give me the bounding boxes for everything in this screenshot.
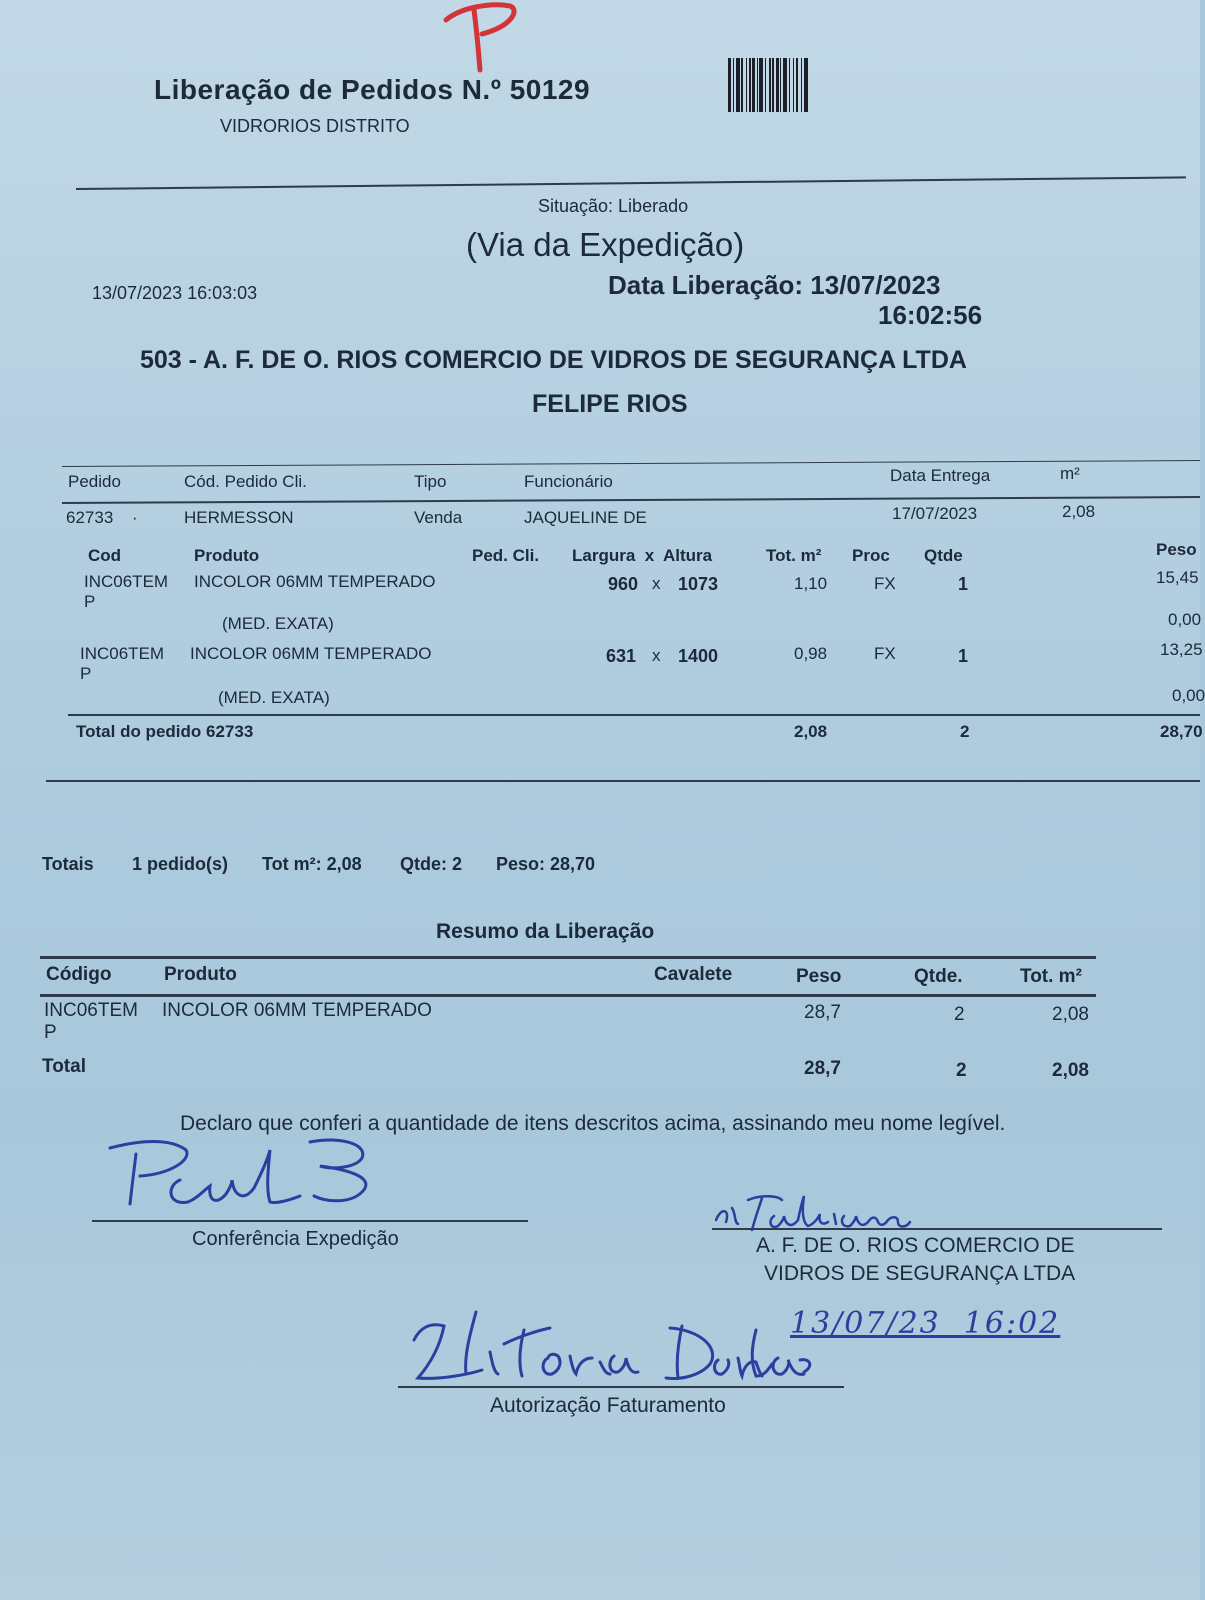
signature-line-conferencia: [92, 1220, 528, 1222]
status-text: Situação: Liberado: [538, 196, 689, 216]
summary-total-tot-m2: 2,08: [1052, 1060, 1089, 1081]
order-header-bottom-line: [62, 496, 1200, 504]
item-obs: (MED. EXATA): [222, 614, 334, 633]
col-data-entrega: Data Entrega: [890, 466, 991, 485]
summary-row-tot-m2: 2,08: [1052, 1004, 1089, 1025]
via-title: (Via da Expedição): [466, 226, 745, 263]
items-col-dims: Largura x Altura: [572, 546, 713, 565]
item-produto: INCOLOR 06MM TEMPERADO: [194, 572, 436, 591]
item-cod-line2: P: [80, 664, 92, 683]
handwritten-date: 13/07/23 16:02: [790, 1306, 1061, 1341]
item-tot-m2: 1,10: [794, 574, 828, 593]
totals-pedidos: 1 pedido(s): [132, 854, 229, 874]
summary-row-peso: 28,7: [804, 1002, 841, 1023]
col-m2: m²: [1060, 464, 1080, 483]
summary-total-label: Total: [42, 1056, 86, 1077]
item-cod-line1: INC06TEM: [80, 644, 165, 663]
items-col-qtde: Qtde: [924, 546, 963, 565]
items-col-ped-cli: Ped. Cli.: [472, 546, 540, 565]
label-autorizacao: Autorização Faturamento: [490, 1394, 726, 1417]
item-qtde: 1: [958, 646, 969, 666]
label-company-line2: VIDROS DE SEGURANÇA LTDA: [764, 1262, 1076, 1285]
item-qtde: 1: [958, 574, 969, 594]
print-datetime: 13/07/2023 16:03:03: [92, 283, 258, 303]
company-name: VIDRORIOS DISTRITO: [220, 116, 410, 136]
summary-top-line: [40, 956, 1096, 959]
signature-line-autorizacao: [398, 1386, 844, 1388]
item-peso-obs: 0,00: [1168, 610, 1202, 629]
order-total-m2: 2,08: [794, 722, 828, 741]
items-col-proc: Proc: [852, 546, 890, 565]
summary-col-peso: Peso: [796, 966, 842, 987]
signature-conferencia: [100, 1130, 400, 1220]
order-dot: ·: [132, 508, 138, 527]
order-total-line: [68, 714, 1200, 716]
item-largura: 631: [606, 646, 637, 666]
section-divider: [46, 780, 1200, 782]
item-produto: INCOLOR 06MM TEMPERADO: [190, 644, 432, 663]
order-tipo: Venda: [414, 508, 463, 527]
label-company-line1: A. F. DE O. RIOS COMERCIO DE: [756, 1234, 1075, 1257]
handwritten-p-mark: [440, 0, 530, 75]
items-col-cod: Cod: [88, 546, 122, 565]
summary-title: Resumo da Liberação: [436, 920, 655, 943]
item-largura: 960: [608, 574, 639, 594]
items-col-produto: Produto: [194, 546, 260, 565]
signature-line-company: [712, 1228, 1162, 1230]
order-data-entrega: 17/07/2023: [892, 504, 978, 523]
customer-contact: FELIPE RIOS: [532, 390, 688, 418]
summary-col-qtde: Qtde.: [914, 966, 963, 987]
header-divider: [76, 176, 1186, 190]
item-obs: (MED. EXATA): [218, 688, 330, 707]
declaration-text: Declaro que conferi a quantidade de itens descritos acima, assinando meu nome legível.: [180, 1112, 1006, 1135]
item-x: x: [652, 574, 661, 593]
item-x: x: [652, 646, 661, 665]
order-total-label: Total do pedido 62733: [76, 722, 254, 741]
barcode: [728, 58, 924, 112]
summary-col-tot-m2: Tot. m²: [1020, 966, 1082, 987]
item-peso-obs: 0,00: [1172, 686, 1205, 705]
order-total-qtde: 2: [960, 722, 970, 741]
order-header-top-line: [62, 460, 1200, 467]
order-total-peso: 28,70: [1160, 722, 1203, 741]
items-col-tot-m2: Tot. m²: [766, 546, 822, 565]
order-funcionario: JAQUELINE DE: [524, 508, 647, 527]
signature-autorizacao: [400, 1300, 820, 1390]
order-m2: 2,08: [1062, 502, 1096, 521]
summary-col-codigo: Código: [46, 964, 112, 985]
item-peso: 15,45: [1156, 568, 1199, 587]
item-cod-line1: INC06TEM: [84, 572, 169, 591]
summary-row-produto: INCOLOR 06MM TEMPERADO: [162, 1000, 432, 1021]
customer-name: 503 - A. F. DE O. RIOS COMERCIO DE VIDROS DE SEGURANÇA LTDA: [140, 346, 967, 374]
item-peso: 13,25: [1160, 640, 1203, 659]
totals-m2: Tot m²: 2,08: [262, 854, 362, 874]
col-pedido: Pedido: [68, 472, 121, 491]
summary-total-peso: 28,7: [804, 1058, 841, 1079]
release-time: 16:02:56: [878, 300, 983, 330]
items-col-peso: Peso: [1156, 540, 1197, 559]
item-tot-m2: 0,98: [794, 644, 828, 663]
totals-label: Totais: [42, 854, 94, 874]
summary-row-codigo-line2: P: [44, 1022, 57, 1043]
summary-col-produto: Produto: [164, 964, 237, 985]
summary-total-qtde: 2: [956, 1060, 967, 1081]
item-proc: FX: [874, 574, 896, 593]
item-cod-line2: P: [84, 592, 96, 611]
label-conferencia: Conferência Expedição: [192, 1228, 399, 1250]
item-altura: 1073: [678, 574, 719, 594]
order-pedido: 62733: [66, 508, 114, 527]
totals-peso: Peso: 28,70: [496, 854, 596, 874]
totals-qtde: Qtde: 2: [400, 854, 463, 874]
document-title: Liberação de Pedidos N.º 50129: [154, 74, 591, 105]
col-tipo: Tipo: [414, 472, 447, 491]
col-cod-pedido-cli: Cód. Pedido Cli.: [184, 472, 307, 491]
order-cod-cli: HERMESSON: [184, 508, 294, 527]
summary-row-qtde: 2: [954, 1004, 965, 1025]
item-altura: 1400: [678, 646, 719, 666]
summary-row-codigo-line1: INC06TEM: [44, 1000, 138, 1021]
summary-col-cavalete: Cavalete: [654, 964, 733, 985]
summary-header-line: [40, 994, 1096, 997]
barcode-bar: [808, 58, 809, 112]
item-proc: FX: [874, 644, 896, 663]
col-funcionario: Funcionário: [524, 472, 613, 491]
release-date: Data Liberação: 13/07/2023: [608, 270, 941, 300]
